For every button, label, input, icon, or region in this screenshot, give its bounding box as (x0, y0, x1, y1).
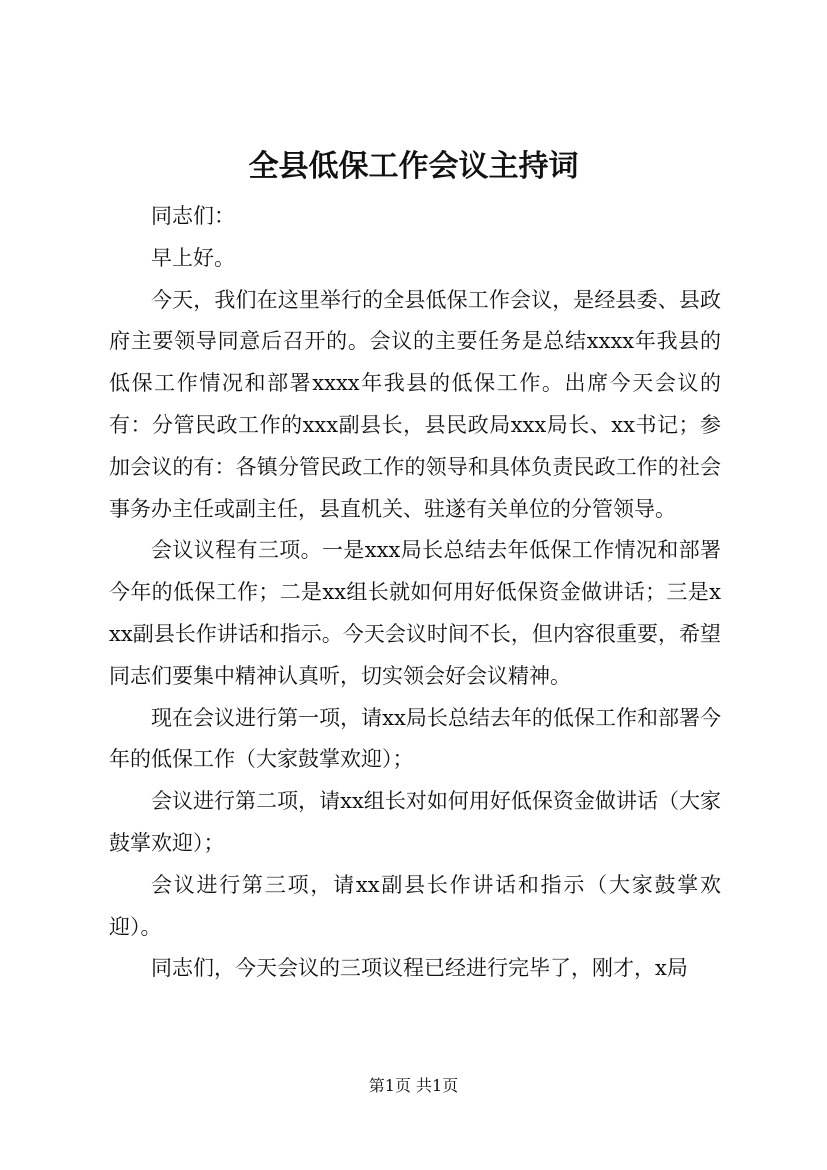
paragraph-item-one: 现在会议进行第一项，请xx局长总结去年的低保工作和部署今年的低保工作（大家鼓掌欢迎）； (109, 705, 721, 772)
paragraph-greeting: 同志们： (151, 204, 235, 228)
page-footer: 第1页 共1页 (368, 1076, 459, 1095)
document-title: 全县低保工作会议主持词 (248, 149, 579, 184)
paragraph-good-morning: 早上好。 (151, 245, 235, 270)
paragraph-agenda: 会议议程有三项。一是xxx局长总结去年低保工作情况和部署今年的低保工作；二是xx组长就如何用好低保资金做讲话；三是xxx副县长作讲话和指示。今天会议时间不长，但内容很重要，希望同志们要集中精神认真听，切实领会好会议精神。 (109, 538, 721, 688)
paragraph-introduction: 今天，我们在这里举行的全县低保工作会议，是经县委、县政府主要领导同意后召开的。会议的主要任务是总结xxxx年我县的低保工作情况和部署xxxx年我县的低保工作。出席今天会议的有：分管民政工作的xxx副县长，县民政局xxx局长、xx书记；参加会议的有：各镇分管民政工作的领导和具体负责民政工作的社会事务办主任或副主任，县直机关、驻遂有关单位的分管领导。 (109, 287, 721, 521)
paragraph-item-two: 会议进行第二项，请xx组长对如何用好低保资金做讲话（大家鼓掌欢迎）； (109, 789, 721, 855)
paragraph-closing: 同志们，今天会议的三项议程已经进行完毕了，刚才，x局 (151, 956, 688, 981)
paragraph-item-three: 会议进行第三项，请xx副县长作讲话和指示（大家鼓掌欢迎）。 (109, 872, 721, 939)
document-body (109, 196, 721, 990)
